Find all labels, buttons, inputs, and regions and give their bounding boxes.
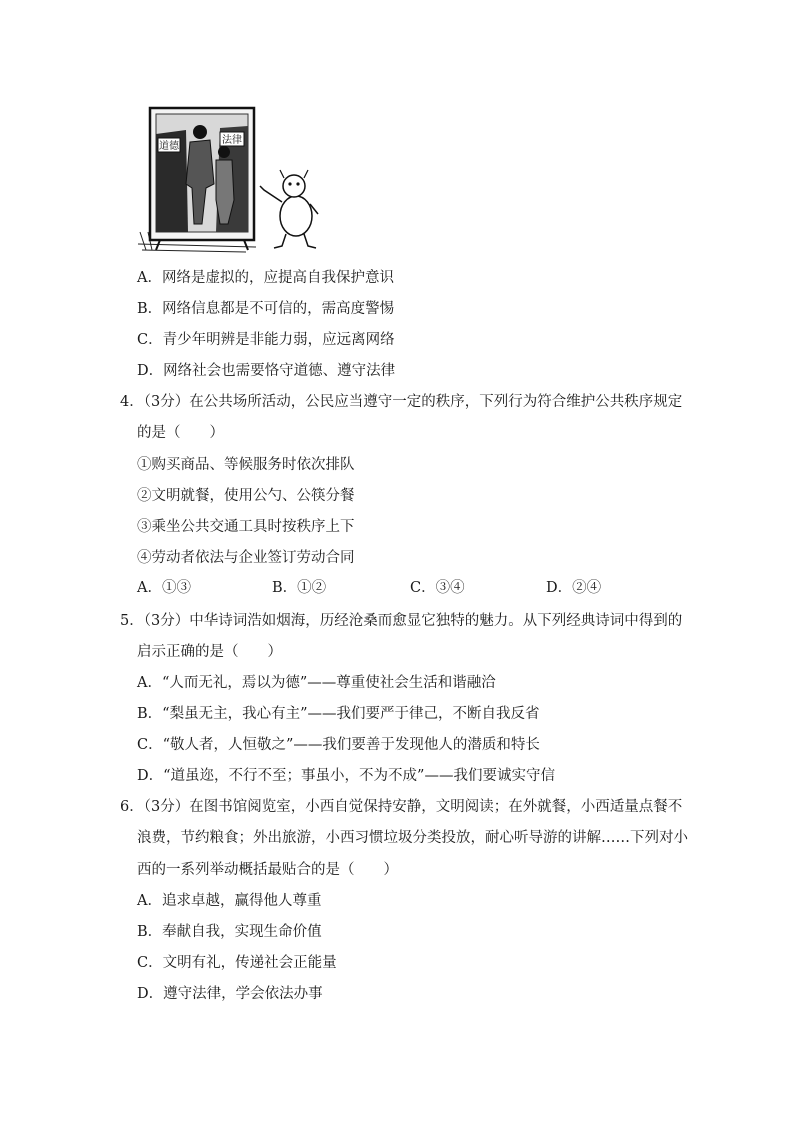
q4-option-a: A．①③ [137,580,191,596]
q5-stem-line2: 启示正确的是（ ） [137,644,282,660]
q5-option-d: D．“道虽迩，不行不至；事虽小，不为不成”——我们要诚实守信 [137,768,555,784]
q4-item-3: ③乘坐公共交通工具时按秩序上下 [137,519,355,535]
q4-option-d: D．②④ [546,580,602,596]
q3-option-a: A．网络是虚拟的，应提高自我保护意识 [137,270,394,286]
q4-item-1: ①购买商品、等候服务时依次排队 [137,457,355,473]
q3-option-c: C．青少年明辨是非能力弱，应远离网络 [137,332,395,348]
q4-item-4: ④劳动者依法与企业签订劳动合同 [137,550,355,566]
q5-stem-line1: 5．（3分）中华诗词浩如烟海，历经沧桑而愈显它独特的魅力。从下列经典诗词中得到的 [120,613,683,629]
sign-label-right: 法律 [222,135,242,146]
q6-stem-line1: 6．（3分）在图书馆阅览室，小西自觉保持安静，文明阅读；在外就餐，小西适量点餐不 [120,799,683,815]
sign-label-left: 道德 [159,141,179,152]
q5-option-c: C．“敬人者，人恒敬之”——我们要善于发现他人的潜质和特长 [137,737,540,753]
q4-option-c: C．③④ [410,580,465,596]
q5-option-b: B．“梨虽无主，我心有主”——我们要严于律己，不断自我反省 [137,706,540,722]
cartoon-illustration [136,104,322,254]
q4-stem-line1: 4．（3分）在公共场所活动，公民应当遵守一定的秩序，下列行为符合维护公共秩序规定 [120,394,683,410]
q6-stem-line3: 西的一系列举动概括最贴合的是（ ） [137,862,398,878]
q6-option-c: C．文明有礼，传递社会正能量 [137,955,337,971]
q3-option-b: B．网络信息都是不可信的，需高度警惕 [137,301,395,317]
q6-stem-line2: 浪费，节约粮食；外出旅游，小西习惯垃圾分类投放，耐心听导游的讲解……下列对小 [137,830,688,846]
q6-option-d: D．遵守法律，学会依法办事 [137,986,323,1002]
q4-option-b: B．①② [272,580,327,596]
q4-stem-line2: 的是（ ） [137,425,224,441]
q5-option-a: A．“人而无礼，焉以为德”——尊重使社会生活和谐融洽 [137,675,496,691]
q4-item-2: ②文明就餐，使用公勺、公筷分餐 [137,488,355,504]
q3-option-d: D．网络社会也需要恪守道德、遵守法律 [137,363,396,379]
q6-option-a: A．追求卓越，赢得他人尊重 [137,893,322,909]
q6-option-b: B．奉献自我，实现生命价值 [137,924,322,940]
